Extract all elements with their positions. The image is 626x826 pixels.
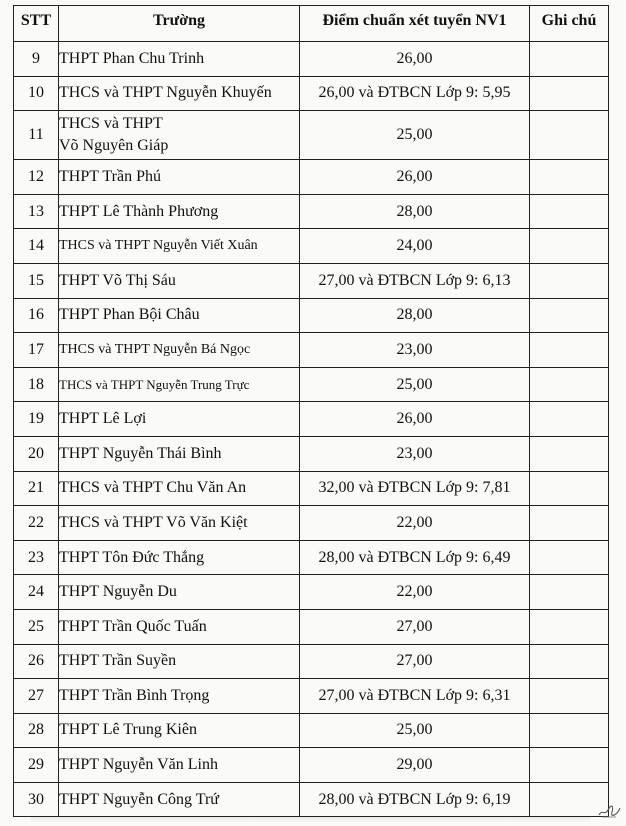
- row-school: THCS và THPT Nguyễn Khuyến: [59, 76, 300, 111]
- row-score: 24,00: [300, 229, 530, 264]
- table-row: [14, 506, 609, 541]
- row-note: [530, 402, 609, 437]
- row-school: THPT Lê Thành Phương: [59, 194, 300, 229]
- row-stt: 22: [14, 506, 59, 541]
- row-note: [530, 748, 609, 783]
- row-note: [530, 111, 609, 160]
- table-row: [14, 76, 609, 111]
- table-row: [14, 402, 609, 437]
- row-note: [530, 298, 609, 333]
- row-score: 28,00 và ĐTBCN Lớp 9: 6,19: [300, 782, 530, 817]
- row-note: [530, 229, 609, 264]
- row-score: 26,00: [300, 160, 530, 195]
- row-note: [530, 540, 609, 575]
- row-score: 26,00 và ĐTBCN Lớp 9: 5,95: [300, 76, 530, 111]
- row-score: 32,00 và ĐTBCN Lớp 9: 7,81: [300, 471, 530, 506]
- row-stt: 13: [14, 194, 59, 229]
- table-row: [14, 263, 609, 298]
- row-score: 28,00: [300, 298, 530, 333]
- row-school: THCS và THPT Nguyễn Trung Trực: [59, 367, 300, 402]
- row-score: 23,00: [300, 436, 530, 471]
- header-note: Ghi chú: [530, 6, 609, 42]
- row-school: THCS và THPT Nguyễn Bá Ngọc: [59, 333, 300, 368]
- row-note: [530, 471, 609, 506]
- row-stt: 20: [14, 436, 59, 471]
- table-row: [14, 436, 609, 471]
- table-row: [14, 160, 609, 195]
- row-school: THCS và THPT Nguyễn Viết Xuân: [59, 229, 300, 264]
- row-score: 27,00: [300, 644, 530, 679]
- row-stt: 24: [14, 575, 59, 610]
- table-row: [14, 471, 609, 506]
- row-stt: 10: [14, 76, 59, 111]
- row-school: THCS và THPT Chu Văn An: [59, 471, 300, 506]
- row-school: THPT Tôn Đức Thắng: [59, 540, 300, 575]
- row-school: THPT Phan Bội Châu: [59, 298, 300, 333]
- row-stt: 19: [14, 402, 59, 437]
- row-school: THPT Trần Suyền: [59, 644, 300, 679]
- row-note: [530, 609, 609, 644]
- row-stt: 30: [14, 782, 59, 817]
- header-stt: STT: [14, 6, 59, 42]
- row-stt: 18: [14, 367, 59, 402]
- row-score: 26,00: [300, 402, 530, 437]
- row-school: THPT Lê Trung Kiên: [59, 713, 300, 748]
- row-stt: 23: [14, 540, 59, 575]
- table-row: [14, 748, 609, 783]
- row-note: [530, 42, 609, 77]
- row-score: 25,00: [300, 111, 530, 160]
- table-row: [14, 575, 609, 610]
- row-stt: 15: [14, 263, 59, 298]
- row-school-line1: THCS và THPT: [59, 115, 163, 133]
- row-score: 27,00 và ĐTBCN Lớp 9: 6,31: [300, 679, 530, 714]
- table-row: [14, 298, 609, 333]
- table-row: [14, 540, 609, 575]
- header-school: Trường: [59, 6, 300, 42]
- row-stt: 11: [14, 111, 59, 160]
- row-note: [530, 506, 609, 541]
- pen-mark-icon: [596, 800, 622, 820]
- row-school-line2: Võ Nguyên Giáp: [59, 137, 169, 155]
- row-score: 25,00: [300, 713, 530, 748]
- row-note: [530, 575, 609, 610]
- row-school: THCS và THPT Võ Văn Kiệt: [59, 506, 300, 541]
- table-row: [14, 679, 609, 714]
- row-stt: 27: [14, 679, 59, 714]
- row-note: [530, 367, 609, 402]
- row-stt: 21: [14, 471, 59, 506]
- row-score: 22,00: [300, 506, 530, 541]
- table-row: [14, 713, 609, 748]
- row-school: [59, 111, 300, 160]
- table-row: [14, 111, 609, 160]
- row-school: THPT Trần Bình Trọng: [59, 679, 300, 714]
- page-bottom-shadow: [30, 817, 590, 823]
- row-stt: 26: [14, 644, 59, 679]
- row-school: THPT Lê Lợi: [59, 402, 300, 437]
- row-school: THPT Nguyễn Thái Bình: [59, 436, 300, 471]
- header-score: Điểm chuẩn xét tuyển NV1: [300, 6, 530, 42]
- row-school: THPT Phan Chu Trinh: [59, 42, 300, 77]
- table-row: [14, 333, 609, 368]
- table-header-row: [14, 6, 609, 42]
- row-school: THPT Nguyễn Du: [59, 575, 300, 610]
- row-note: [530, 644, 609, 679]
- row-score: 29,00: [300, 748, 530, 783]
- row-stt: 12: [14, 160, 59, 195]
- row-score: 22,00: [300, 575, 530, 610]
- row-score: 26,00: [300, 42, 530, 77]
- row-stt: 16: [14, 298, 59, 333]
- row-note: [530, 76, 609, 111]
- row-note: [530, 160, 609, 195]
- row-stt: 17: [14, 333, 59, 368]
- row-note: [530, 194, 609, 229]
- row-school: THPT Trần Phú: [59, 160, 300, 195]
- row-stt: 28: [14, 713, 59, 748]
- row-score: 28,00: [300, 194, 530, 229]
- row-score: 23,00: [300, 333, 530, 368]
- row-score: 28,00 và ĐTBCN Lớp 9: 6,49: [300, 540, 530, 575]
- table-row: [14, 609, 609, 644]
- row-stt: 9: [14, 42, 59, 77]
- row-school: THPT Nguyễn Văn Linh: [59, 748, 300, 783]
- table-row: [14, 644, 609, 679]
- row-score: 27,00: [300, 609, 530, 644]
- table-row: [14, 42, 609, 77]
- row-note: [530, 679, 609, 714]
- table-row: [14, 367, 609, 402]
- table-row: [14, 194, 609, 229]
- row-stt: 14: [14, 229, 59, 264]
- row-school: THPT Võ Thị Sáu: [59, 263, 300, 298]
- table-row: [14, 229, 609, 264]
- row-note: [530, 436, 609, 471]
- table-row: [14, 782, 609, 817]
- row-score: 25,00: [300, 367, 530, 402]
- row-score: 27,00 và ĐTBCN Lớp 9: 6,13: [300, 263, 530, 298]
- row-note: [530, 333, 609, 368]
- row-stt: 25: [14, 609, 59, 644]
- row-note: [530, 713, 609, 748]
- row-school: THPT Trần Quốc Tuấn: [59, 609, 300, 644]
- admission-score-table: [13, 5, 609, 817]
- row-school: THPT Nguyễn Công Trứ: [59, 782, 300, 817]
- row-stt: 29: [14, 748, 59, 783]
- row-note: [530, 263, 609, 298]
